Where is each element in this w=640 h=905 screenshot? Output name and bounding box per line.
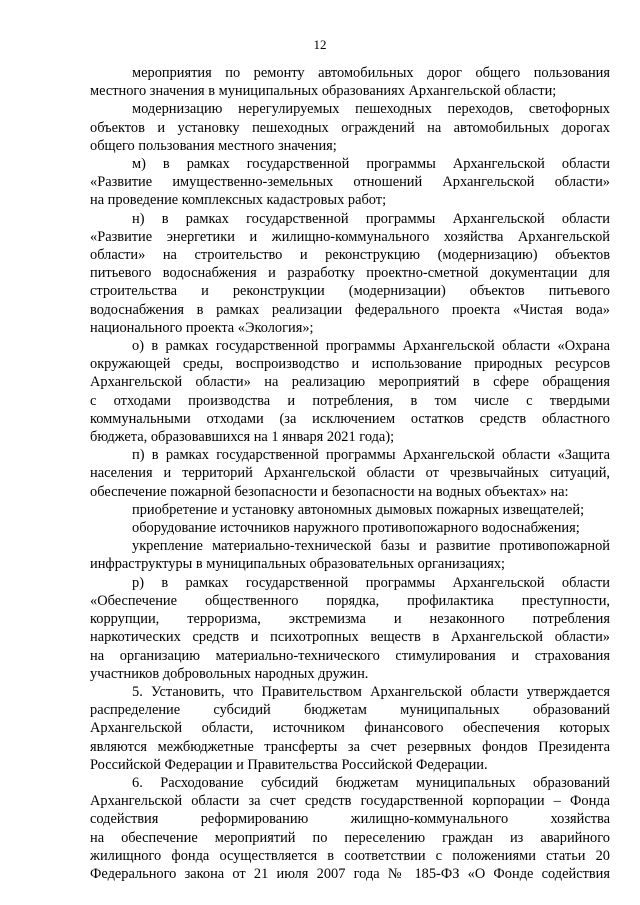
text-line: «Развитие энергетики и жилищно-коммунального хозяйства Архангельской	[90, 228, 610, 245]
text-line: н) в рамках государственной программы Архангельской области	[132, 210, 610, 227]
text-line: области» на строительство и реконструкцию (модернизацию) объектов	[90, 247, 610, 264]
text-line: укрепление материально-технической базы и развитие противопожарной	[132, 538, 610, 555]
text-line: Российской Федерации и Правительства Российской Федерации.	[90, 756, 488, 773]
text-line: о) в рамках государственной программы Архангельской области «Охрана	[132, 338, 610, 355]
text-line: коммунальными отходами (за исключением остатков средств областного	[90, 410, 610, 427]
text-line: Федерального закона от 21 июля 2007 года № 185-ФЗ «О Фонде содействия	[90, 865, 610, 882]
text-line: являются межбюджетные трансферты за счет резервных фондов Президента	[90, 738, 610, 755]
text-line: на проведение комплексных кадастровых работ;	[90, 192, 387, 209]
text-line: «Развитие имущественно-земельных отношений Архангельской области»	[90, 174, 610, 191]
text-line: объектов и установку пешеходных ограждений на автомобильных дорогах	[90, 119, 610, 136]
text-line: обеспечение пожарной безопасности и безопасности на водных объектах» на:	[90, 483, 569, 500]
text-line: наркотических средств и психотропных веществ в Архангельской области»	[90, 629, 610, 646]
text-line: инфраструктуры в муниципальных образовательных организациях;	[90, 556, 506, 573]
text-line: приобретение и установку автономных дымовых пожарных извещателей;	[132, 501, 585, 518]
text-line: п) в рамках государственной программы Архангельской области «Защита	[132, 447, 610, 464]
text-line: м) в рамках государственной программы Архангельской области	[132, 156, 610, 173]
text-line: Архангельской области» на реализацию мероприятий в сфере обращения	[90, 374, 610, 391]
text-line: национального проекта «Экология»;	[90, 319, 314, 336]
text-line: бюджета, образовавшихся на 1 января 2021 года);	[90, 429, 395, 446]
text-line: водоснабжения в рамках реализации федерального проекта «Чистая вода»	[90, 301, 610, 318]
text-line: участников добровольных народных дружин.	[90, 665, 369, 682]
text-line: на обеспечение мероприятий по переселению граждан из аварийного	[90, 829, 610, 846]
text-line: жилищного фонда осуществляется в соответствии с положениями статьи 20	[90, 847, 610, 864]
text-line: «Обеспечение общественного порядка, профилактика преступности,	[90, 592, 610, 609]
text-line: распределение субсидий бюджетам муниципальных образований	[90, 702, 610, 719]
page-number: 12	[313, 37, 327, 52]
text-line: 5. Установить, что Правительством Архангельской области утверждается	[132, 683, 610, 700]
text-line: с отходами производства и потребления, в том числе с твердыми	[90, 392, 610, 409]
text-line: питьевого водоснабжения и разработку проектно-сметной документации для	[90, 265, 610, 282]
text-line: модернизацию нерегулируемых пешеходных переходов, светофорных	[132, 101, 610, 118]
text-line: оборудование источников наружного противопожарного водоснабжения;	[132, 520, 580, 537]
text-line: общего пользования местного значения;	[90, 137, 337, 154]
text-line: местного значения в муниципальных образованиях Архангельской области;	[90, 83, 557, 100]
text-line: 6. Расходование субсидий бюджетам муниципальных образований	[132, 774, 610, 791]
text-line: содействия реформированию жилищно-коммунального хозяйства	[90, 811, 610, 828]
text-line: мероприятия по ремонту автомобильных дорог общего пользования	[132, 65, 610, 81]
document-body	[90, 64, 610, 883]
text-line: коррупции, терроризма, экстремизма и незаконного потребления	[90, 611, 610, 628]
text-line: Архангельской области за счет средств государственной корпорации – Фонда	[90, 793, 610, 810]
text-line: на организацию материально-технического стимулирования и страхования	[90, 647, 610, 664]
text-line: окружающей среды, воспроизводство и использование природных ресурсов	[90, 356, 610, 373]
text-line: населения и территорий Архангельской области от чрезвычайных ситуаций,	[90, 465, 610, 482]
text-line: Архангельской области, источником финансового обеспечения которых	[90, 720, 610, 737]
text-line: р) в рамках государственной программы Архангельской области	[132, 574, 610, 591]
text-line: строительства и реконструкции (модернизации) объектов питьевого	[90, 283, 610, 300]
